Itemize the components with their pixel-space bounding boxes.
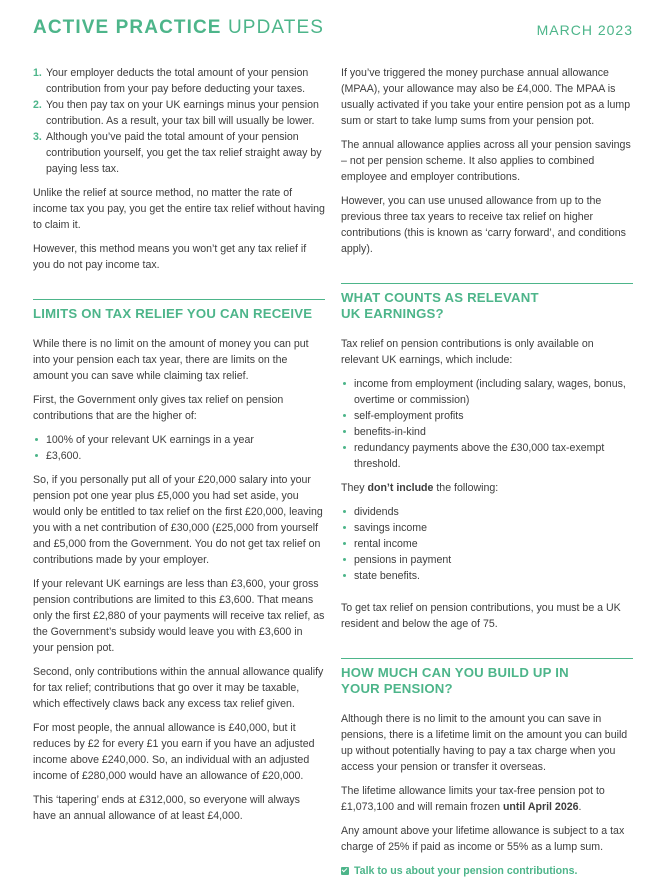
right-column [341, 65, 633, 879]
paragraph: The annual allowance applies across all your pension savings – not per pension scheme. It also applies to combined employee and employer contributions. [341, 139, 631, 183]
step-text: Although you’ve paid the total amount of your pension contribution yourself, you get the tax relief straight away by paying less tax. [46, 131, 322, 175]
text-run: . [578, 801, 582, 813]
paragraph: Although there is no limit to the amount you can save in pensions, there is a lifetime limit on the amount you can build up without potentially having to pay a tax charge when you access your pension or transfer it overseas. [341, 713, 628, 773]
paragraph: Second, only contributions within the annual allowance qualify for tax relief; contributions that go over it may be taxable, which effectively claws back any excess tax relief given. [33, 666, 324, 710]
section-heading [341, 665, 633, 697]
list-item: savings income [341, 520, 633, 536]
emphasis: don’t include [367, 482, 434, 494]
section-heading [341, 290, 633, 322]
paragraph: Any amount above your lifetime allowance is subject to a tax charge of 25% if paid as income or 55% as a lump sum. [341, 825, 625, 853]
list-item: benefits-in-kind [341, 424, 633, 440]
emphasis: until April 2026 [502, 801, 579, 813]
list-item: pensions in payment [341, 552, 633, 568]
paragraph: First, the Government only gives tax relief on pension contributions that are the higher of: [33, 394, 284, 422]
list-item [33, 65, 325, 97]
section-divider [33, 299, 325, 300]
bullet-list [33, 432, 325, 464]
heading-line: HOW MUCH CAN YOU BUILD UP IN [341, 665, 569, 680]
list-item: redundancy payments above the £30,000 tax-exempt threshold. [341, 440, 633, 472]
step-text: You then pay tax on your UK earnings minus your pension contribution. As a result, your tax bill will usually be lower. [46, 99, 319, 127]
brand-bold: ACTIVE PRACTICE [33, 17, 222, 38]
brand-light: UPDATES [227, 17, 324, 38]
list-item: income from employment (including salary, wages, bonus, overtime or commission) [341, 376, 633, 408]
paragraph [341, 783, 633, 815]
text-run: The lifetime allowance limits your tax-free pension pot to £1,073,100 and will remain frozen [341, 785, 605, 813]
page-header [33, 17, 633, 41]
include-list [341, 376, 633, 472]
text-run: They [341, 482, 368, 494]
exclude-list [341, 504, 633, 584]
left-column [33, 65, 325, 832]
text-run: the following: [433, 482, 499, 494]
paragraph: If you’ve triggered the money purchase annual allowance (MPAA), your allowance may also be £4,000. The MPAA is usually activated if you take your entire pension pot as a lump sum or start to take lump sums from your pension pot. [341, 67, 631, 127]
list-item: state benefits. [341, 568, 633, 584]
section-divider [341, 658, 633, 659]
issue-date: MARCH 2023 [536, 22, 633, 38]
checkbox-icon [341, 867, 349, 875]
list-item: dividends [341, 504, 633, 520]
steps-list [33, 65, 325, 177]
step-number: 2. [33, 99, 42, 111]
list-item: £3,600. [33, 448, 325, 464]
list-item [33, 97, 325, 129]
step-number: 1. [33, 67, 42, 79]
list-item [33, 129, 325, 177]
paragraph: However, this method means you won’t get any tax relief if you do not pay income tax. [33, 243, 307, 271]
heading-line: YOUR PENSION? [341, 681, 453, 696]
call-to-action [341, 863, 633, 879]
paragraph: This ‘tapering’ ends at £312,000, so everyone will always have an annual allowance of at least £4,000. [33, 794, 300, 822]
section-heading: LIMITS ON TAX RELIEF YOU CAN RECEIVE [33, 306, 313, 321]
paragraph: So, if you personally put all of your £20,000 salary into your pension pot one year plus £5,000 you had set aside, you would only be entitled to tax relief on the first £20,000, leaving you with a net contribution of £30,000 (£25,000 from yourself and £5,000 from the Government. You do not get tax relief on contributions made by your employer. [33, 474, 323, 566]
cta-text: Talk to us about your pension contributions. [354, 865, 578, 877]
paragraph: However, you can use unused allowance from up to the previous three tax years to receive tax relief on higher contributions (this is known as ‘carry forward’, and conditions apply). [341, 195, 626, 255]
paragraph: For most people, the annual allowance is £40,000, but it reduces by £2 for every £1 you earn if you have an adjusted income above £240,000. So, an individual with an adjusted income of £280,000 would have an allowance of £20,000. [33, 722, 315, 782]
paragraph [341, 480, 633, 496]
list-item: self-employment profits [341, 408, 633, 424]
step-text: Your employer deducts the total amount of your pension contribution from your pay before deducting your taxes. [46, 67, 309, 95]
list-item: rental income [341, 536, 633, 552]
paragraph: Unlike the relief at source method, no matter the rate of income tax you pay, you get the entire tax relief without having to claim it. [33, 187, 325, 231]
paragraph: Tax relief on pension contributions is only available on relevant UK earnings, which include: [341, 338, 594, 366]
heading-line: UK EARNINGS? [341, 306, 444, 321]
heading-line: WHAT COUNTS AS RELEVANT [341, 290, 539, 305]
list-item: 100% of your relevant UK earnings in a year [33, 432, 325, 448]
section-divider [341, 283, 633, 284]
paragraph: While there is no limit on the amount of money you can put into your pension each tax year, there are limits on the amount you can save while claiming tax relief. [33, 338, 309, 382]
newsletter-title [33, 17, 324, 39]
paragraph: To get tax relief on pension contributions, you must be a UK resident and below the age of 75. [341, 602, 621, 630]
paragraph: If your relevant UK earnings are less than £3,600, your gross pension contributions are limited to this £3,600. That means only the first £2,880 of your payments will receive tax relief, as the Government’s subsidy would leave you with £3,600 in your pension pot. [33, 578, 325, 654]
step-number: 3. [33, 131, 42, 143]
